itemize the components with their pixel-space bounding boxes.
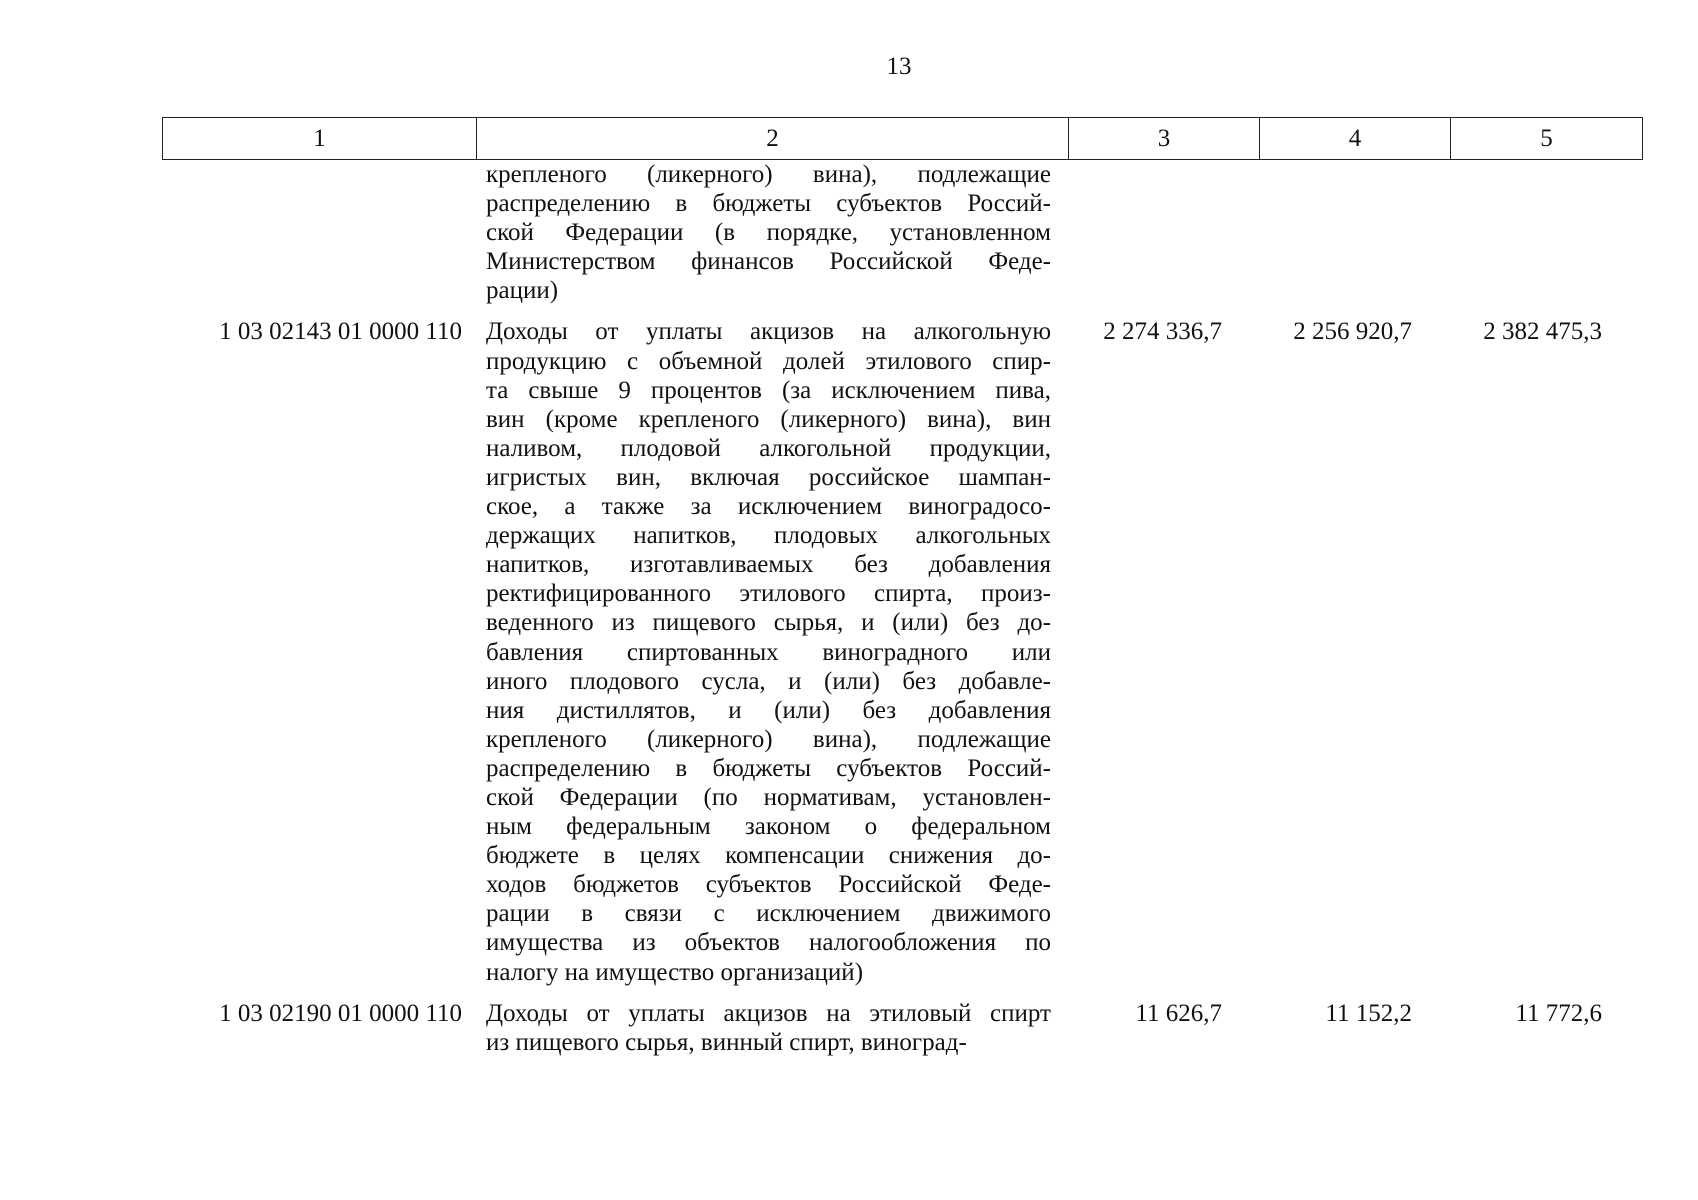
description-line: распределению в бюджеты субъектов Россий-: [486, 190, 1051, 218]
header-col-3: 3: [1069, 118, 1260, 160]
description-line: продукцию с объемной долей этилового спир-: [486, 347, 1051, 375]
description-line: иного плодового сусла, и (или) без добавле-: [486, 667, 1051, 695]
description-line: крепленого (ликерного) вина), подлежащие: [486, 725, 1051, 753]
description-line: Доходы от уплаты акцизов на алкогольную: [486, 318, 1051, 346]
description-line: Министерством финансов Российской Феде-: [486, 248, 1051, 276]
description-line: веденного из пищевого сырья, и (или) без до-: [486, 609, 1051, 637]
description-line: имущества из объектов налогообложения по: [486, 929, 1051, 957]
description-line: налогу на имущество организаций): [486, 958, 864, 986]
table-row: [162, 317, 1642, 986]
income-description: [486, 160, 1051, 305]
income-description: [486, 317, 1051, 986]
description-line: ректифицированного этилового спирта, произ-: [486, 580, 1051, 608]
description-line: Доходы от уплаты акцизов на этиловый спирт: [486, 999, 1051, 1027]
description-line: ское, а также за исключением виноградосо-: [486, 493, 1051, 521]
description-line: ным федеральным законом о федеральном: [486, 813, 1051, 841]
table-header: [162, 117, 1643, 160]
description-line: рации в связи с исключением движимого: [486, 900, 1051, 928]
value-col-3: 2 274 336,7: [1103, 318, 1222, 346]
value-col-5: 11 772,6: [1515, 999, 1602, 1027]
header-col-1: 1: [163, 118, 477, 160]
header-col-2: 2: [477, 118, 1069, 160]
description-line: та свыше 9 процентов (за исключением пива,: [486, 376, 1051, 404]
budget-code: 1 03 02143 01 0000 110: [219, 318, 462, 346]
value-col-4: 2 256 920,7: [1293, 318, 1412, 346]
income-description: [486, 999, 1051, 1057]
description-line: держащих напитков, плодовых алкогольных: [486, 522, 1051, 550]
description-line: крепленого (ликерного) вина), подлежащие: [486, 161, 1051, 188]
table-row: [162, 160, 1642, 305]
description-line: бюджете в целях компенсации снижения до-: [486, 842, 1051, 870]
description-line: напитков, изготавливаемых без добавления: [486, 551, 1051, 579]
header-col-5: 5: [1451, 118, 1643, 160]
value-col-5: 2 382 475,3: [1483, 318, 1602, 346]
description-line: наливом, плодовой алкогольной продукции,: [486, 434, 1051, 462]
description-line: ходов бюджетов субъектов Российской Феде-: [486, 871, 1051, 899]
description-line: бавления спиртованных виноградного или: [486, 638, 1051, 666]
description-line: ской Федерации (в порядке, установленном: [486, 219, 1051, 247]
row-spacer: [162, 987, 1642, 999]
value-col-3: 11 626,7: [1135, 999, 1222, 1027]
description-line: ской Федерации (по нормативам, установлен-: [486, 783, 1051, 811]
description-line: вин (кроме крепленого (ликерного) вина), вин: [486, 405, 1051, 433]
description-line: рации): [486, 277, 559, 305]
header-col-4: 4: [1260, 118, 1451, 160]
budget-code: 1 03 02190 01 0000 110: [219, 999, 462, 1027]
description-line: ния дистиллятов, и (или) без добавления: [486, 696, 1051, 724]
description-line: из пищевого сырья, винный спирт, виноград-: [486, 1028, 967, 1056]
table-body: [162, 160, 1642, 1057]
header-row: [163, 118, 1643, 160]
value-col-4: 11 152,2: [1325, 999, 1412, 1027]
table-row: [162, 999, 1642, 1057]
description-line: игристых вин, включая российское шампан-: [486, 463, 1051, 491]
row-spacer: [162, 305, 1642, 317]
description-line: распределению в бюджеты субъектов Россий-: [486, 754, 1051, 782]
page-number: 13: [886, 53, 912, 80]
